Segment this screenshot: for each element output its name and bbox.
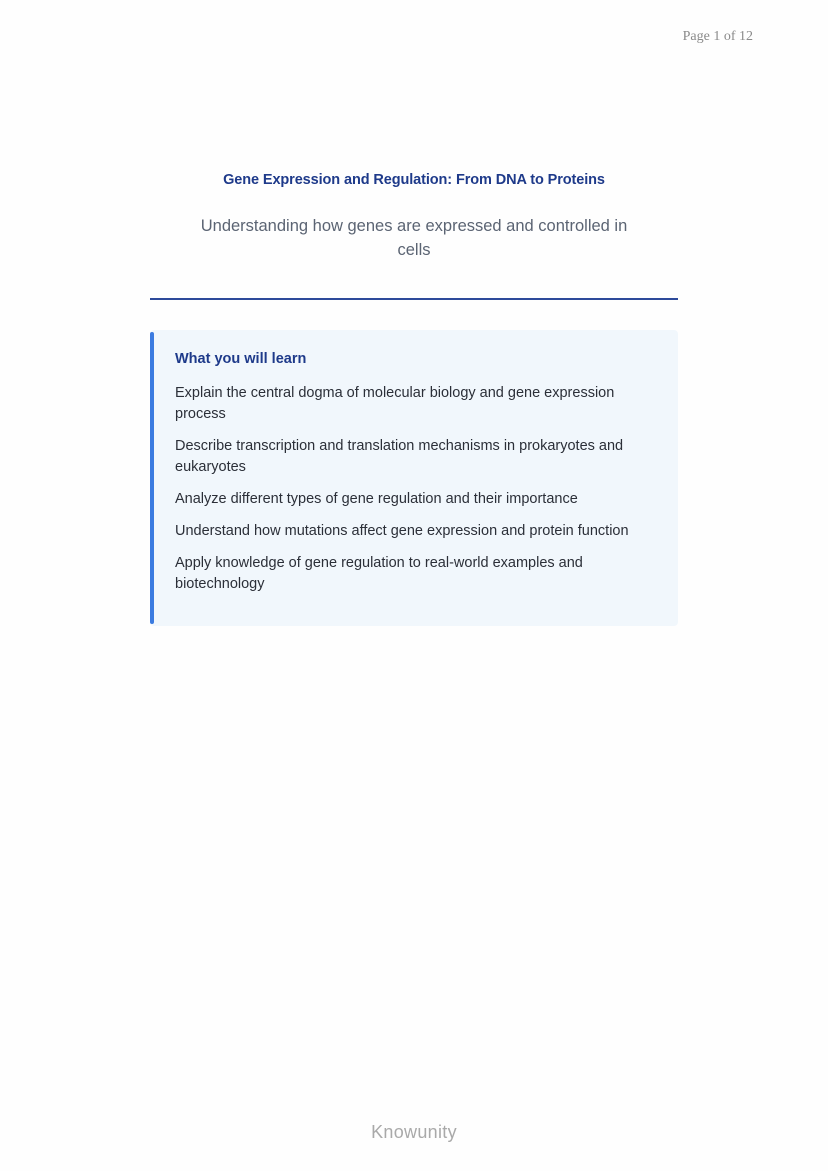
title-divider <box>150 298 678 300</box>
learning-objectives-heading: What you will learn <box>175 351 307 367</box>
footer-brand: Knowunity <box>371 1122 457 1142</box>
learning-objective-item: Analyze different types of gene regulation and their importance <box>175 491 578 507</box>
learning-objective-item: Describe transcription and translation mechanisms in prokaryotes and eukaryotes <box>175 438 624 475</box>
learning-objectives-list <box>175 383 655 606</box>
learning-objective-item: Explain the central dogma of molecular biology and gene expression process <box>175 385 615 422</box>
learning-objective-item: Apply knowledge of gene regulation to real-world examples and biotechnology <box>175 555 583 592</box>
learning-objectives-box <box>150 330 678 626</box>
page-indicator: Page 1 of 12 <box>682 29 753 44</box>
document-title: Gene Expression and Regulation: From DNA to Proteins <box>223 172 605 188</box>
document-subtitle: Understanding how genes are expressed and controlled in cells <box>200 217 628 259</box>
learning-objective-item: Understand how mutations affect gene expression and protein function <box>175 523 629 539</box>
accent-bar <box>150 332 154 624</box>
